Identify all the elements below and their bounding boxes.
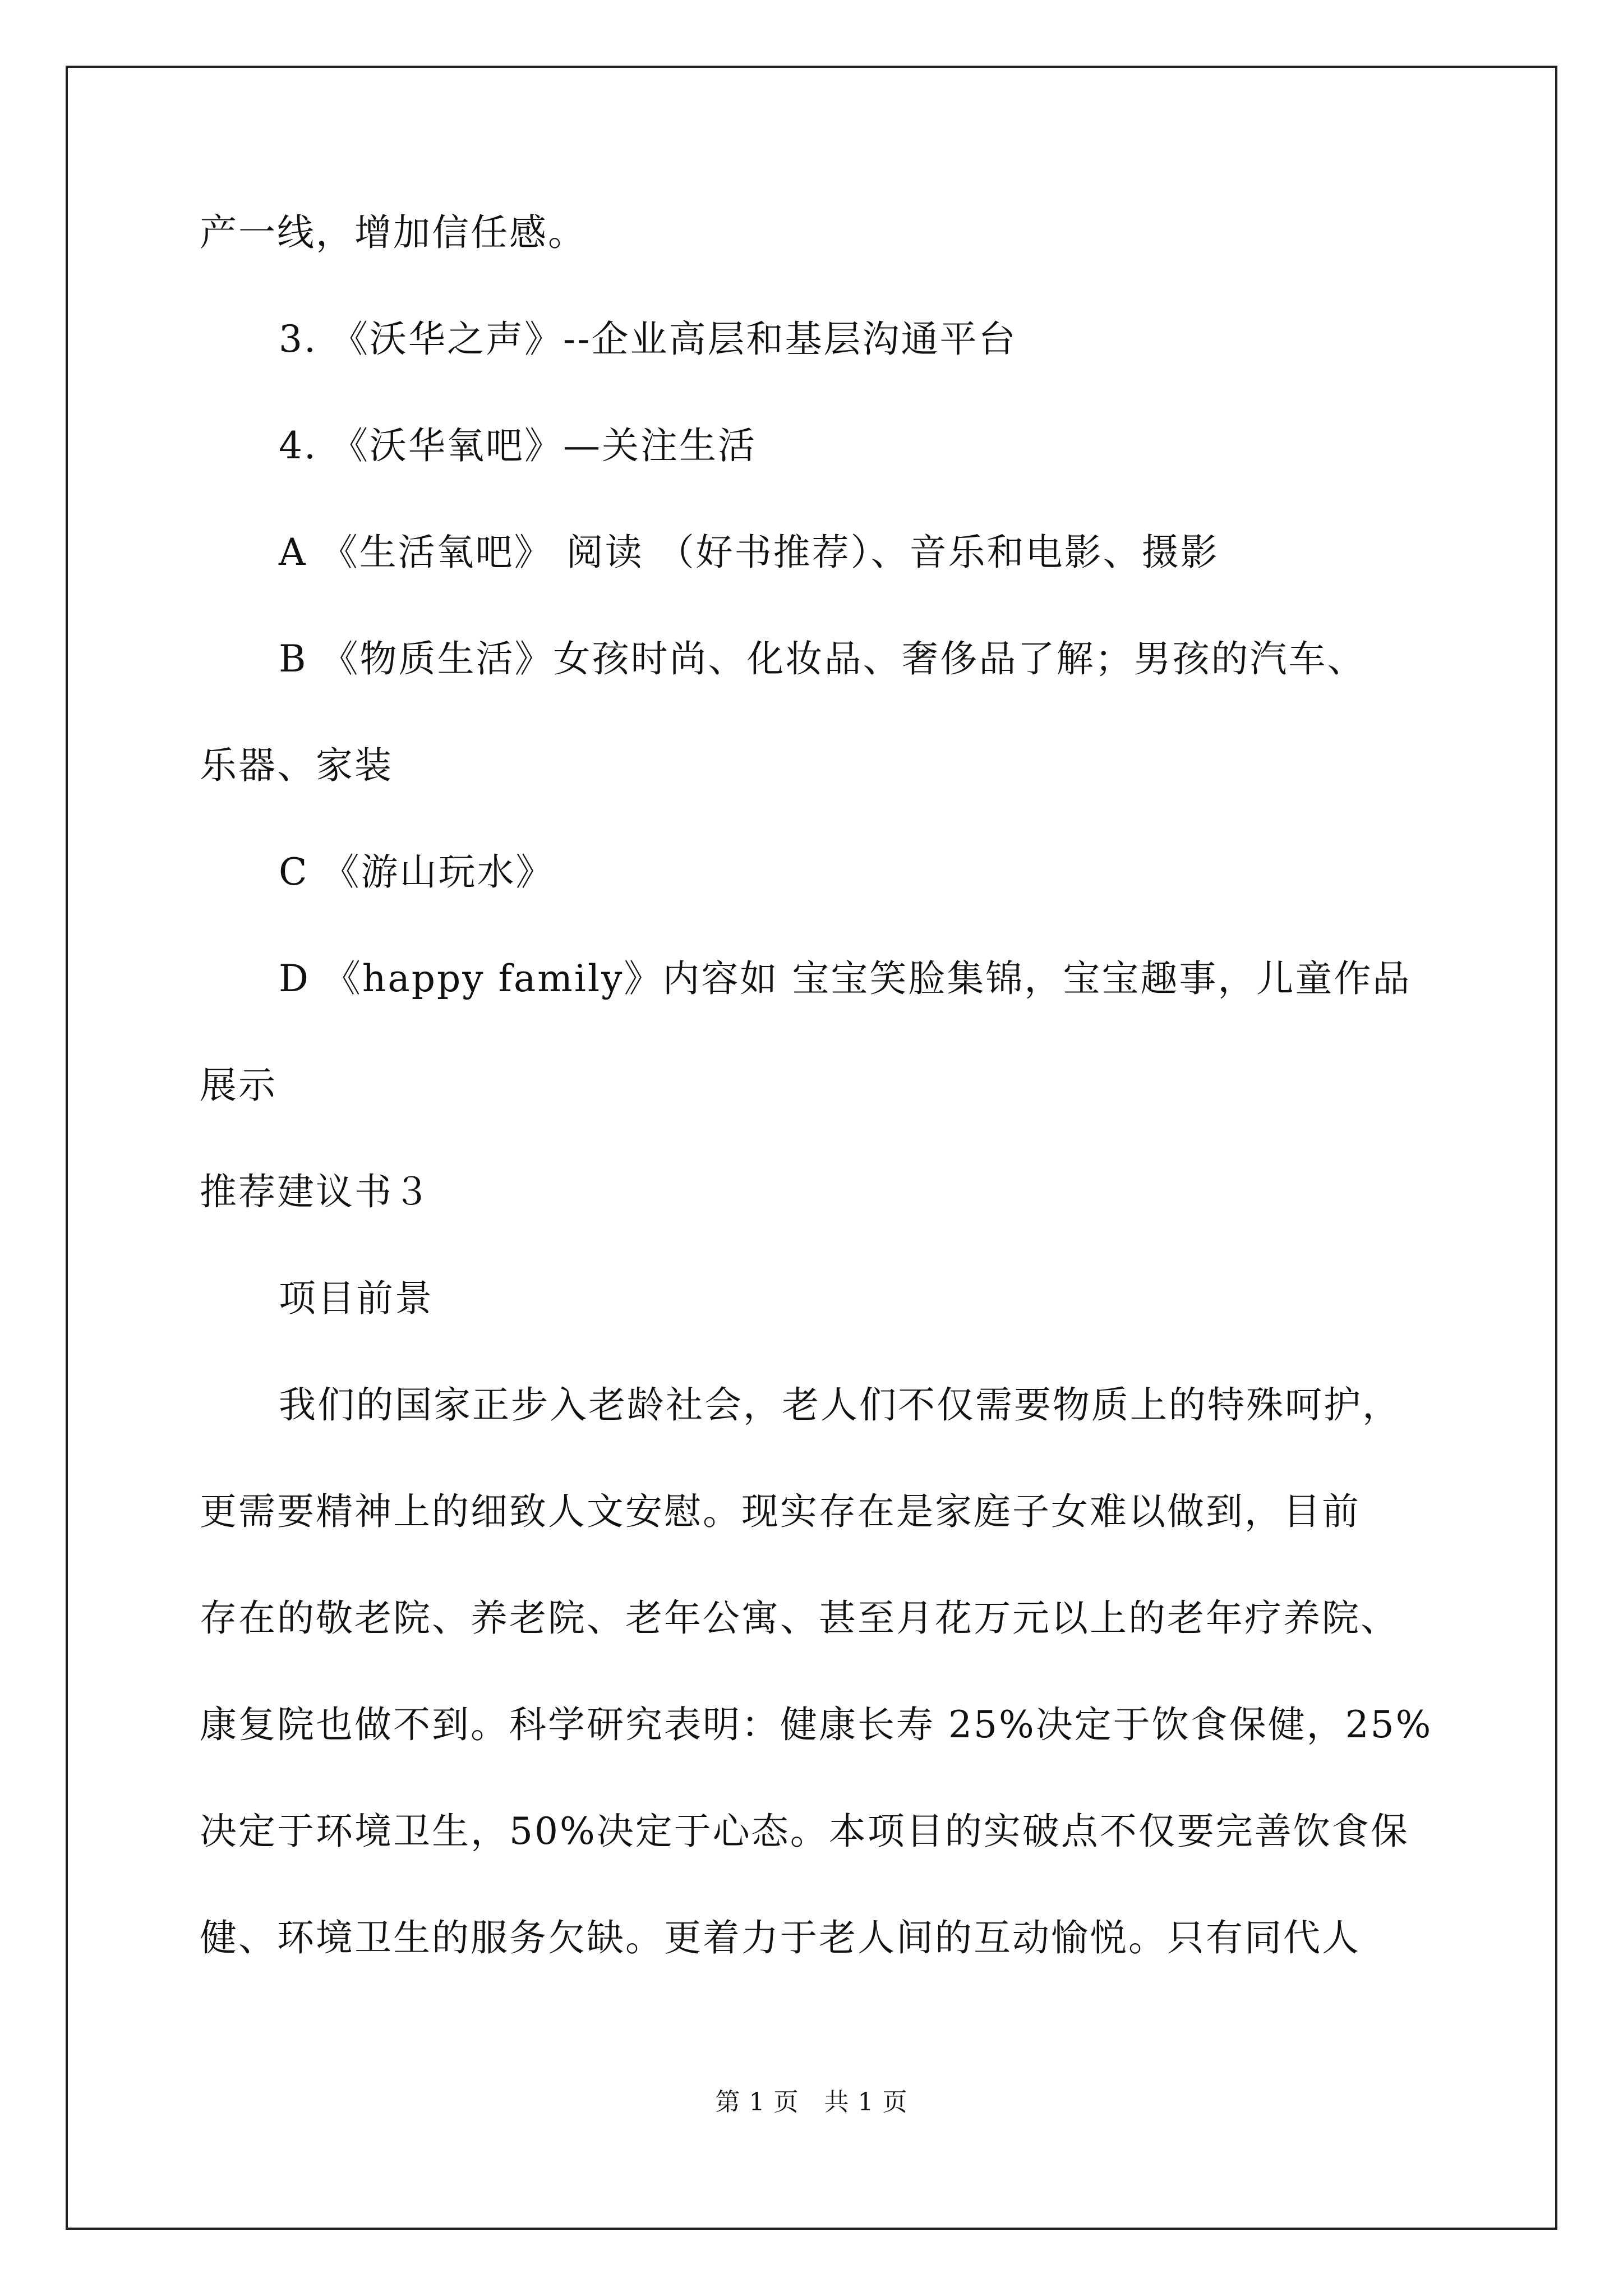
section-heading: 推荐建议书３ xyxy=(200,1170,432,1213)
body-line: 我们的国家正步入老龄社会，老人们不仅需要物质上的特殊呵护， xyxy=(279,1383,1401,1427)
body-line: 乐器、家装 xyxy=(200,744,393,787)
page-number-footer: 第 1 页 共 1 页 xyxy=(715,2088,908,2116)
body-line: 康复院也做不到。科学研究表明：健康长寿 25%决定于饮食保健，25% xyxy=(200,1703,1433,1746)
subheading: 项目前景 xyxy=(279,1277,434,1320)
page-border xyxy=(66,66,1557,2230)
body-line: 展示 xyxy=(200,1064,277,1107)
body-line: B 《物质生活》女孩时尚、化妆品、奢侈品了解；男孩的汽车、 xyxy=(279,637,1366,680)
body-line: C 《游山玩水》 xyxy=(279,850,555,894)
body-line: 健、环境卫生的服务欠缺。更着力于老人间的互动愉悦。只有同代人 xyxy=(200,1916,1361,1959)
body-line: 产一线，增加信任感。 xyxy=(200,211,587,254)
body-line: 决定于环境卫生，50%决定于心态。本项目的实破点不仅要完善饮食保 xyxy=(200,1810,1409,1853)
body-line: D 《happy family》内容如 宝宝笑脸集锦，宝宝趣事，儿童作品 xyxy=(279,957,1412,1000)
body-line: A 《生活氧吧》 阅读 （好书推荐）、音乐和电影、摄影 xyxy=(279,531,1219,574)
body-line: 更需要精神上的细致人文安慰。现实存在是家庭子女难以做到，目前 xyxy=(200,1490,1361,1533)
body-line: 存在的敬老院、养老院、老年公寓、甚至月花万元以上的老年疗养院、 xyxy=(200,1596,1399,1640)
body-line: 3. 《沃华之声》--企业高层和基层沟通平台 xyxy=(279,318,1017,361)
body-line: 4. 《沃华氧吧》—关注生活 xyxy=(279,424,757,467)
